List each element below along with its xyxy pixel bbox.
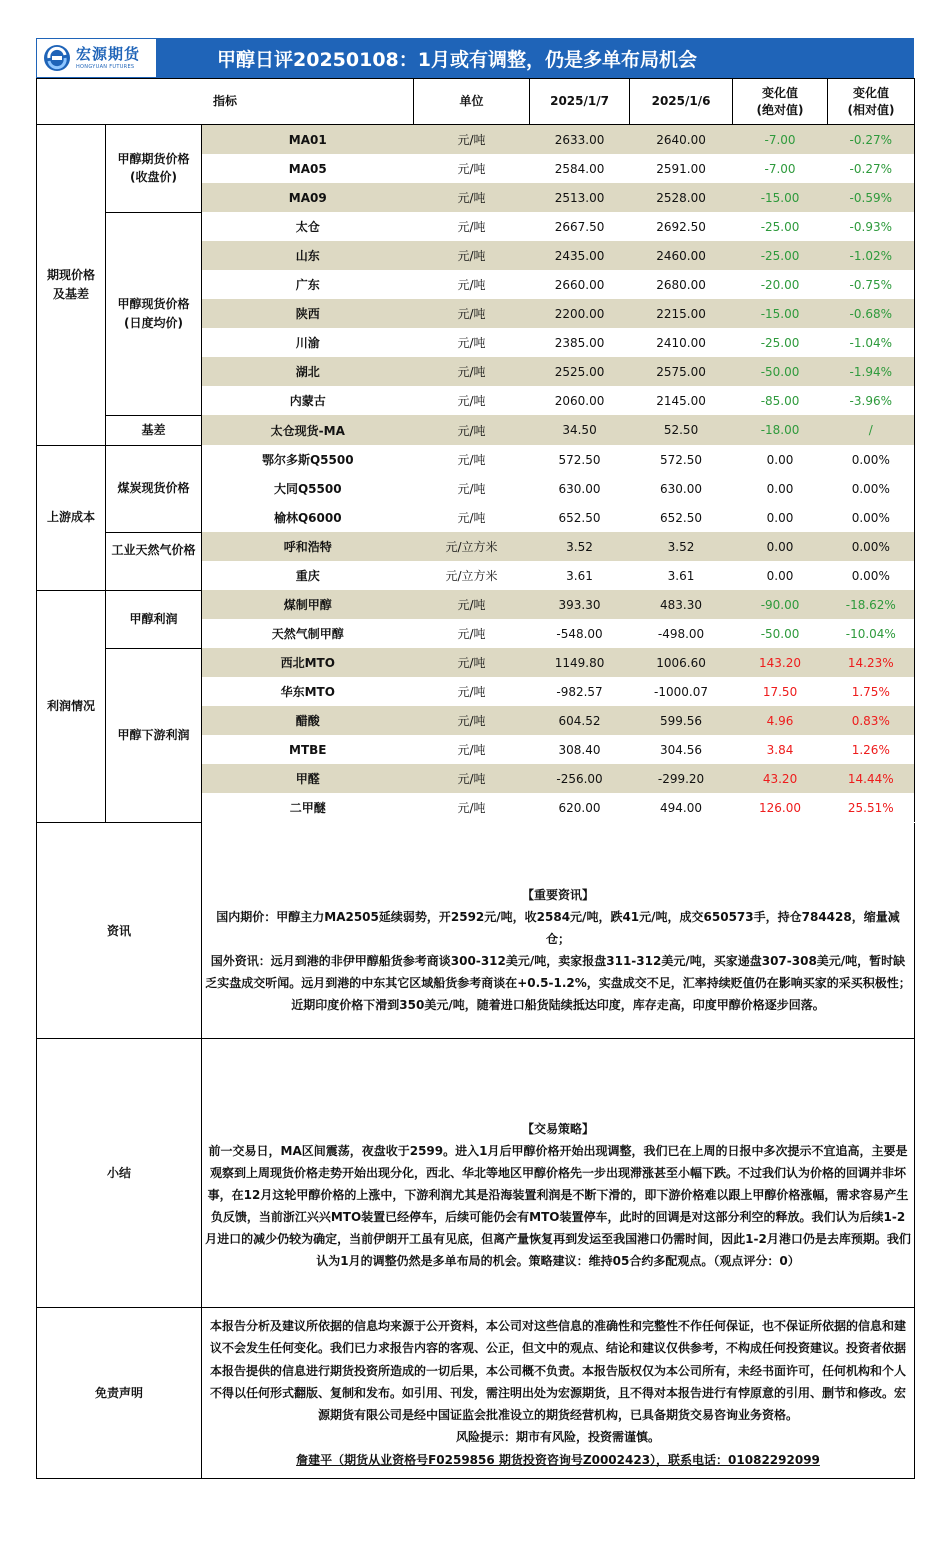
- unit-cell: 元/吨: [414, 299, 530, 328]
- value-date1: 2633.00: [530, 125, 630, 155]
- abs-change: 0.00: [766, 510, 794, 525]
- value-date1: 572.50: [558, 452, 601, 467]
- abs-change: 0.00: [766, 481, 794, 496]
- unit-cell: 元/立方米: [445, 569, 498, 583]
- logo-english-text: HONGYUAN FUTURES: [76, 63, 135, 70]
- unit-cell: 元/吨: [414, 125, 530, 155]
- indicator-name: 煤制甲醇: [202, 590, 414, 619]
- value-date2: 2692.50: [656, 219, 706, 234]
- table-row: [37, 590, 915, 619]
- value-date2: 52.50: [630, 415, 733, 445]
- value-date1: 3.61: [566, 568, 593, 583]
- value-date1: 34.50: [530, 415, 630, 445]
- value-date1: 2060.00: [554, 393, 605, 408]
- indicator-name: 大同Q5500: [273, 482, 342, 496]
- indicator-name: 太仓现货-MA: [202, 415, 414, 445]
- company-logo: [36, 38, 157, 78]
- disclaimer-row: [37, 1307, 915, 1478]
- subgroup-label: 基差: [106, 415, 202, 445]
- abs-change: -20.00: [760, 277, 800, 292]
- indicator-name: MTBE: [289, 742, 327, 757]
- value-date1: 3.52: [530, 532, 630, 561]
- unit-cell: 元/吨: [457, 801, 486, 815]
- header-rel-change-text: 变化值 (相对值): [847, 86, 895, 117]
- unit-cell: 元/吨: [414, 706, 530, 735]
- rel-change: -0.27%: [828, 154, 915, 183]
- unit-cell: 元/立方米: [414, 532, 530, 561]
- indicator-name: 湖北: [202, 357, 414, 386]
- abs-change: -7.00: [764, 161, 796, 176]
- logo-mark-icon: [43, 44, 71, 72]
- abs-change: 3.84: [766, 742, 794, 757]
- header-abs-change: [733, 79, 828, 125]
- value-date1: 2435.00: [530, 241, 630, 270]
- table-row: [37, 125, 915, 155]
- indicator-name: 内蒙古: [289, 394, 326, 408]
- indicator-name: MA09: [202, 183, 414, 212]
- section-label: 期现价格 及基差: [37, 125, 106, 446]
- abs-change: 43.20: [733, 764, 828, 793]
- indicator-name: 重庆: [295, 569, 320, 583]
- table-row: [37, 648, 915, 677]
- analyst-contact: 詹建平（期货从业资格号F0259856 期货投资咨询号Z0002423），联系电话：01082292099: [296, 1452, 820, 1467]
- rel-change: -18.62%: [828, 590, 915, 619]
- indicator-name: 华东MTO: [280, 685, 335, 699]
- value-date2: -498.00: [657, 626, 705, 641]
- value-date1: 630.00: [558, 481, 601, 496]
- indicator-name: 鄂尔多斯Q5500: [261, 453, 354, 467]
- summary-heading: 【交易策略】: [521, 1122, 594, 1136]
- value-date2: 2215.00: [630, 299, 733, 328]
- header-unit: 单位: [414, 79, 530, 125]
- summary-row: [37, 1038, 915, 1307]
- value-date2: 2680.00: [656, 277, 706, 292]
- subgroup-label: 工业天然气价格: [106, 532, 202, 590]
- header-rel-change: [828, 79, 915, 125]
- abs-change: -7.00: [733, 125, 828, 155]
- table-row: [37, 532, 915, 561]
- abs-change: 4.96: [733, 706, 828, 735]
- header-indicator: 指标: [37, 79, 414, 125]
- rel-change: -0.59%: [828, 183, 915, 212]
- value-date2: -1000.07: [654, 684, 708, 699]
- unit-cell: 元/吨: [414, 590, 530, 619]
- disclaimer-paragraph: 本报告分析及建议所依据的信息均来源于公开资料，本公司对这些信息的准确性和完整性不作任何保证，也不保证所依据的信息和建议不会发生任何变化。我们已力求报告内容的客观、公正，但文中的观点、结论和建议仅供参考，不构成任何投资建议。投资者依据本报告提供的信息进行期货投资所造成的一切后果，本公司概不负责。本报告版权仅为本公司所有，未经书面许可，任何机构和个人不得以任何形式翻版、复制和发布。如引用、刊发，需注明出处为宏源期货，且不得对本报告进行有悖原意的引用、删节和修改。宏源期货有限公司是经中国证监会批准设立的期货经营机构，已具备期货交易咨询业务资格。: [209, 1319, 906, 1423]
- value-date2: 630.00: [660, 481, 703, 496]
- summary-label: 小结: [37, 1038, 202, 1307]
- indicator-name: 天然气制甲醇: [271, 627, 344, 641]
- header-date2: 2025/1/6: [630, 79, 733, 125]
- subgroup-label: 甲醇下游利润: [106, 648, 202, 822]
- news-heading: 【重要资讯】: [521, 887, 594, 902]
- text-table: [36, 823, 915, 1479]
- rel-change: 0.00%: [828, 503, 915, 532]
- indicator-name: 太仓: [295, 220, 320, 234]
- indicator-name: 广东: [295, 278, 320, 292]
- unit-cell: 元/吨: [457, 336, 486, 350]
- news-paragraph-1: 国内期价：甲醇主力MA2505延续弱势，开2592元/吨，收2584元/吨，跌41元/吨，成交650573手，持仓784428，缩量减仓；: [216, 909, 900, 946]
- subgroup-label: 甲醇利润: [106, 590, 202, 648]
- value-date2: 2528.00: [630, 183, 733, 212]
- rel-change: 1.26%: [828, 735, 915, 764]
- unit-cell: 元/吨: [414, 183, 530, 212]
- header-abs-change-text: 变化值 (绝对值): [756, 86, 804, 117]
- indicator-name: MA05: [288, 161, 327, 176]
- unit-cell: 元/吨: [457, 278, 486, 292]
- summary-paragraph: 前一交易日，MA区间震荡，夜盘收于2599。进入1月后甲醇价格开始出现调整，我们已在上周的日报中多次提示不宜追高，主要是观察到上周现货价格走势开始出现分化，西北、华北等地区甲醇价格先一步出现滞涨甚至小幅下跌。不过我们认为价格的回调并非坏事，在12月这轮甲醇价格的上涨中，下游利润尤其是沿海装置利润是不断下滑的，即下游价格难以跟上甲醇价格涨幅，需求容易产生负反馈，当前浙江兴兴MTO装置已经停车，后续可能仍会有MTO装置停车，此时的回调是对这部分利空的释放。我们认为后续1-2月进口的减少仍较为确定，当前伊朗开工虽有见底，但离产量恢复再到发运至我国港口仍需时间，因此1-2月港口仍是去库预期。我们认为1月的调整仍然是多单布局的机会。策略建议：维持05合约多配观点。（观点评分：0）: [205, 1144, 911, 1268]
- value-date1: -982.57: [556, 684, 603, 699]
- abs-change: 126.00: [759, 800, 802, 815]
- unit-cell: 元/吨: [457, 453, 486, 467]
- report-header: [36, 38, 914, 78]
- value-date2: 304.56: [660, 742, 703, 757]
- data-table: [36, 78, 915, 823]
- indicator-name: 陕西: [202, 299, 414, 328]
- subgroup-label: 煤炭现货价格: [106, 445, 202, 532]
- value-date1: 2667.50: [554, 219, 605, 234]
- abs-change: -15.00: [733, 183, 828, 212]
- rel-change: -0.27%: [828, 125, 915, 155]
- rel-change: -1.04%: [828, 328, 915, 357]
- value-date2: 2591.00: [656, 161, 706, 176]
- unit-cell: 元/吨: [414, 415, 530, 445]
- value-date2: 2575.00: [630, 357, 733, 386]
- unit-cell: 元/吨: [457, 743, 486, 757]
- abs-change: 143.20: [733, 648, 828, 677]
- rel-change: -1.02%: [828, 241, 915, 270]
- section-label: 上游成本: [37, 445, 106, 590]
- rel-change: 25.51%: [828, 793, 915, 822]
- rel-change: 14.23%: [828, 648, 915, 677]
- rel-change: 0.00%: [828, 532, 915, 561]
- abs-change: -25.00: [760, 219, 800, 234]
- value-date1: 393.30: [530, 590, 630, 619]
- value-date2: 2410.00: [656, 335, 706, 350]
- rel-change: -1.94%: [828, 357, 915, 386]
- risk-warning: 风险提示：期市有风险，投资需谨慎。: [455, 1430, 660, 1445]
- summary-content: [202, 1038, 915, 1307]
- subgroup-label: 甲醇现货价格 (日度均价): [106, 212, 202, 415]
- subgroup-label: 甲醇期货价格 (收盘价): [106, 125, 202, 213]
- table-row: [37, 445, 915, 474]
- rel-change: -0.93%: [828, 212, 915, 241]
- abs-change: -90.00: [733, 590, 828, 619]
- unit-cell: 元/吨: [457, 220, 486, 234]
- unit-cell: 元/吨: [457, 482, 486, 496]
- value-date1: -256.00: [530, 764, 630, 793]
- unit-cell: 元/吨: [457, 627, 486, 641]
- value-date1: 2584.00: [554, 161, 605, 176]
- abs-change: -85.00: [760, 393, 800, 408]
- value-date2: -299.20: [630, 764, 733, 793]
- rel-change: 0.00%: [828, 474, 915, 503]
- indicator-name: 醋酸: [202, 706, 414, 735]
- news-label: 资讯: [37, 823, 202, 1039]
- value-date1: 2385.00: [554, 335, 605, 350]
- section-label: 利润情况: [37, 590, 106, 822]
- unit-cell: 元/吨: [457, 394, 486, 408]
- value-date2: 2145.00: [656, 393, 706, 408]
- report-title: 甲醇日评20250108：1月或有调整，仍是多单布局机会: [217, 48, 697, 71]
- value-date1: 652.50: [558, 510, 601, 525]
- table-header-row: [37, 79, 915, 125]
- abs-change: -50.00: [733, 357, 828, 386]
- rel-change: -0.75%: [828, 270, 915, 299]
- rel-change: -10.04%: [828, 619, 915, 648]
- abs-change: -15.00: [733, 299, 828, 328]
- indicator-name: 二甲醚: [289, 801, 326, 815]
- unit-cell: 元/吨: [414, 357, 530, 386]
- disclaimer-content: [202, 1307, 915, 1478]
- value-date2: 572.50: [660, 452, 703, 467]
- disclaimer-label: 免责声明: [37, 1307, 202, 1478]
- logo-chinese-text: 宏源期货: [76, 44, 141, 63]
- unit-cell: 元/吨: [414, 241, 530, 270]
- news-paragraph-2: 国外资讯：远月到港的非伊甲醇船货参考商谈300-312美元/吨，卖家报盘311-312美元/吨，买家递盘307-308美元/吨，暂时缺乏实盘成交听闻。远月到港的中东其它区域船货参考商谈在+0.5-1.2%，实盘成交不足，汇率持续贬值仍在影响买家的采买积极性；近期印度价格下滑到350美元/吨，随着进口船货陆续抵达印度，库存走高，印度甲醇价格逐步回落。: [205, 953, 911, 1012]
- abs-change: 0.00: [733, 532, 828, 561]
- rel-change: -0.68%: [828, 299, 915, 328]
- rel-change: 14.44%: [828, 764, 915, 793]
- value-date2: 652.50: [660, 510, 703, 525]
- abs-change: -25.00: [733, 241, 828, 270]
- value-date2: 483.30: [630, 590, 733, 619]
- value-date2: 1006.60: [630, 648, 733, 677]
- abs-change: 17.50: [762, 684, 798, 699]
- news-content: [202, 823, 915, 1039]
- value-date2: 494.00: [660, 800, 703, 815]
- report-sheet: [36, 38, 914, 1479]
- value-date1: 620.00: [558, 800, 601, 815]
- header-date1: 2025/1/7: [530, 79, 630, 125]
- rel-change: 0.83%: [828, 706, 915, 735]
- value-date2: 3.61: [667, 568, 695, 583]
- value-date2: 2460.00: [630, 241, 733, 270]
- rel-change: /: [828, 415, 915, 445]
- value-date1: 2525.00: [530, 357, 630, 386]
- abs-change: -18.00: [733, 415, 828, 445]
- value-date1: 2200.00: [530, 299, 630, 328]
- abs-change: -50.00: [760, 626, 800, 641]
- news-row: [37, 823, 915, 1039]
- indicator-name: 榆林Q6000: [273, 511, 342, 525]
- value-date1: 2513.00: [530, 183, 630, 212]
- indicator-name: 川渝: [295, 336, 320, 350]
- table-row: [37, 415, 915, 445]
- unit-cell: 元/吨: [414, 648, 530, 677]
- indicator-name: MA01: [202, 125, 414, 155]
- table-row: [37, 212, 915, 241]
- rel-change: -3.96%: [828, 386, 915, 415]
- value-date1: 308.40: [558, 742, 601, 757]
- unit-cell: 元/吨: [414, 764, 530, 793]
- rel-change: 1.75%: [828, 677, 915, 706]
- abs-change: -25.00: [760, 335, 800, 350]
- value-date1: -548.00: [556, 626, 603, 641]
- unit-cell: 元/吨: [457, 511, 486, 525]
- indicator-name: 呼和浩特: [202, 532, 414, 561]
- rel-change: 0.00%: [828, 445, 915, 474]
- indicator-name: 甲醛: [202, 764, 414, 793]
- rel-change: 0.00%: [828, 561, 915, 590]
- unit-cell: 元/吨: [457, 162, 486, 176]
- indicator-name: 西北MTO: [202, 648, 414, 677]
- value-date1: 2660.00: [554, 277, 605, 292]
- abs-change: 0.00: [766, 452, 794, 467]
- value-date1: 604.52: [530, 706, 630, 735]
- value-date1: 1149.80: [530, 648, 630, 677]
- value-date2: 599.56: [630, 706, 733, 735]
- unit-cell: 元/吨: [457, 685, 486, 699]
- value-date2: 2640.00: [630, 125, 733, 155]
- abs-change: 0.00: [766, 568, 794, 583]
- indicator-name: 山东: [202, 241, 414, 270]
- value-date2: 3.52: [630, 532, 733, 561]
